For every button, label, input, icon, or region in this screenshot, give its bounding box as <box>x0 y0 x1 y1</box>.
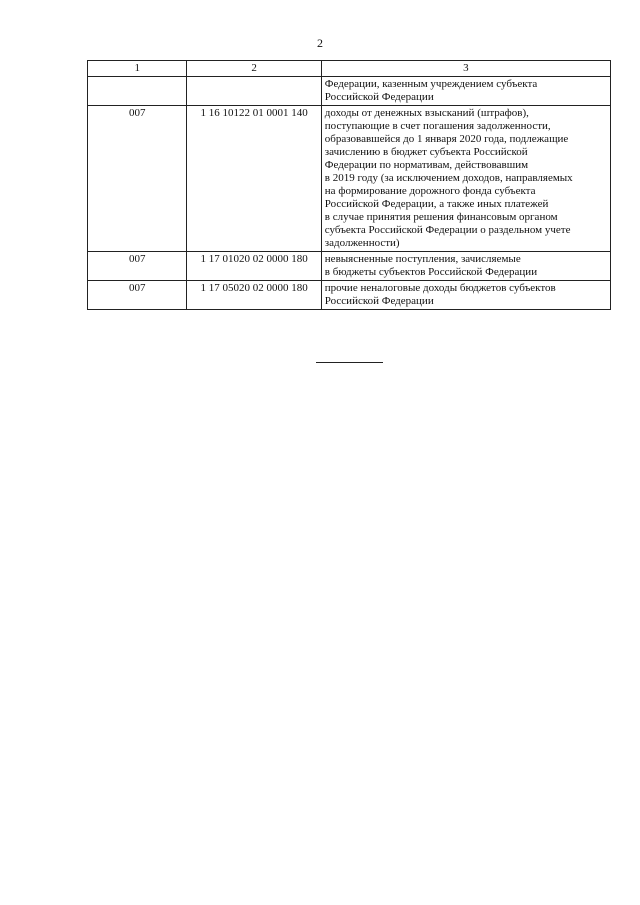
page-number: 2 <box>317 36 323 50</box>
description-line: Федерации по нормативам, действовавшим <box>324 159 529 171</box>
description-line: поступающие в счет погашения задолженности, <box>324 120 551 132</box>
admin-code-cell <box>88 77 187 106</box>
admin-code-cell: 007 <box>88 252 187 281</box>
budget-code-cell: 1 17 01020 02 0000 180 <box>187 252 321 281</box>
description-line: Российской Федерации <box>324 91 434 103</box>
table-row <box>88 252 611 281</box>
column-header-3: 3 <box>321 61 610 77</box>
description-cell <box>321 281 610 310</box>
budget-code-cell: 1 17 05020 02 0000 180 <box>187 281 321 310</box>
admin-code-cell: 007 <box>88 106 187 252</box>
column-header-1: 1 <box>88 61 187 77</box>
table-header-row <box>88 61 611 77</box>
description-line: прочие неналоговые доходы бюджетов субъектов <box>324 282 556 294</box>
description-line: Российской Федерации, а также иных платежей <box>324 198 549 210</box>
budget-code-cell <box>187 77 321 106</box>
description-line: Федерации, казенным учреждением субъекта <box>324 78 538 90</box>
description-line: Российской Федерации <box>324 295 434 307</box>
description-cell <box>321 252 610 281</box>
description-cell <box>321 106 610 252</box>
table-row <box>88 77 611 106</box>
description-line: зачислению в бюджет субъекта Российской <box>324 146 528 158</box>
description-line: субъекта Российской Федерации о раздельном учете <box>324 224 571 236</box>
description-line: в бюджеты субъектов Российской Федерации <box>324 266 538 278</box>
budget-code-cell: 1 16 10122 01 0001 140 <box>187 106 321 252</box>
table-row <box>88 106 611 252</box>
description-line: на формирование дорожного фонда субъекта <box>324 185 536 197</box>
column-header-2: 2 <box>187 61 321 77</box>
description-line: в 2019 году (за исключением доходов, направляемых <box>324 172 573 184</box>
description-line: задолженности) <box>324 237 400 249</box>
description-line: невыясненные поступления, зачисляемые <box>324 253 521 265</box>
table-row <box>88 281 611 310</box>
description-line: в случае принятия решения финансовым органом <box>324 211 558 223</box>
admin-code-cell: 007 <box>88 281 187 310</box>
description-line: доходы от денежных взысканий (штрафов), <box>324 107 529 119</box>
revenue-codes-table <box>87 60 611 310</box>
description-cell <box>321 77 610 106</box>
description-line: образовавшейся до 1 января 2020 года, подлежащие <box>324 133 569 145</box>
end-rule-divider <box>316 362 383 363</box>
